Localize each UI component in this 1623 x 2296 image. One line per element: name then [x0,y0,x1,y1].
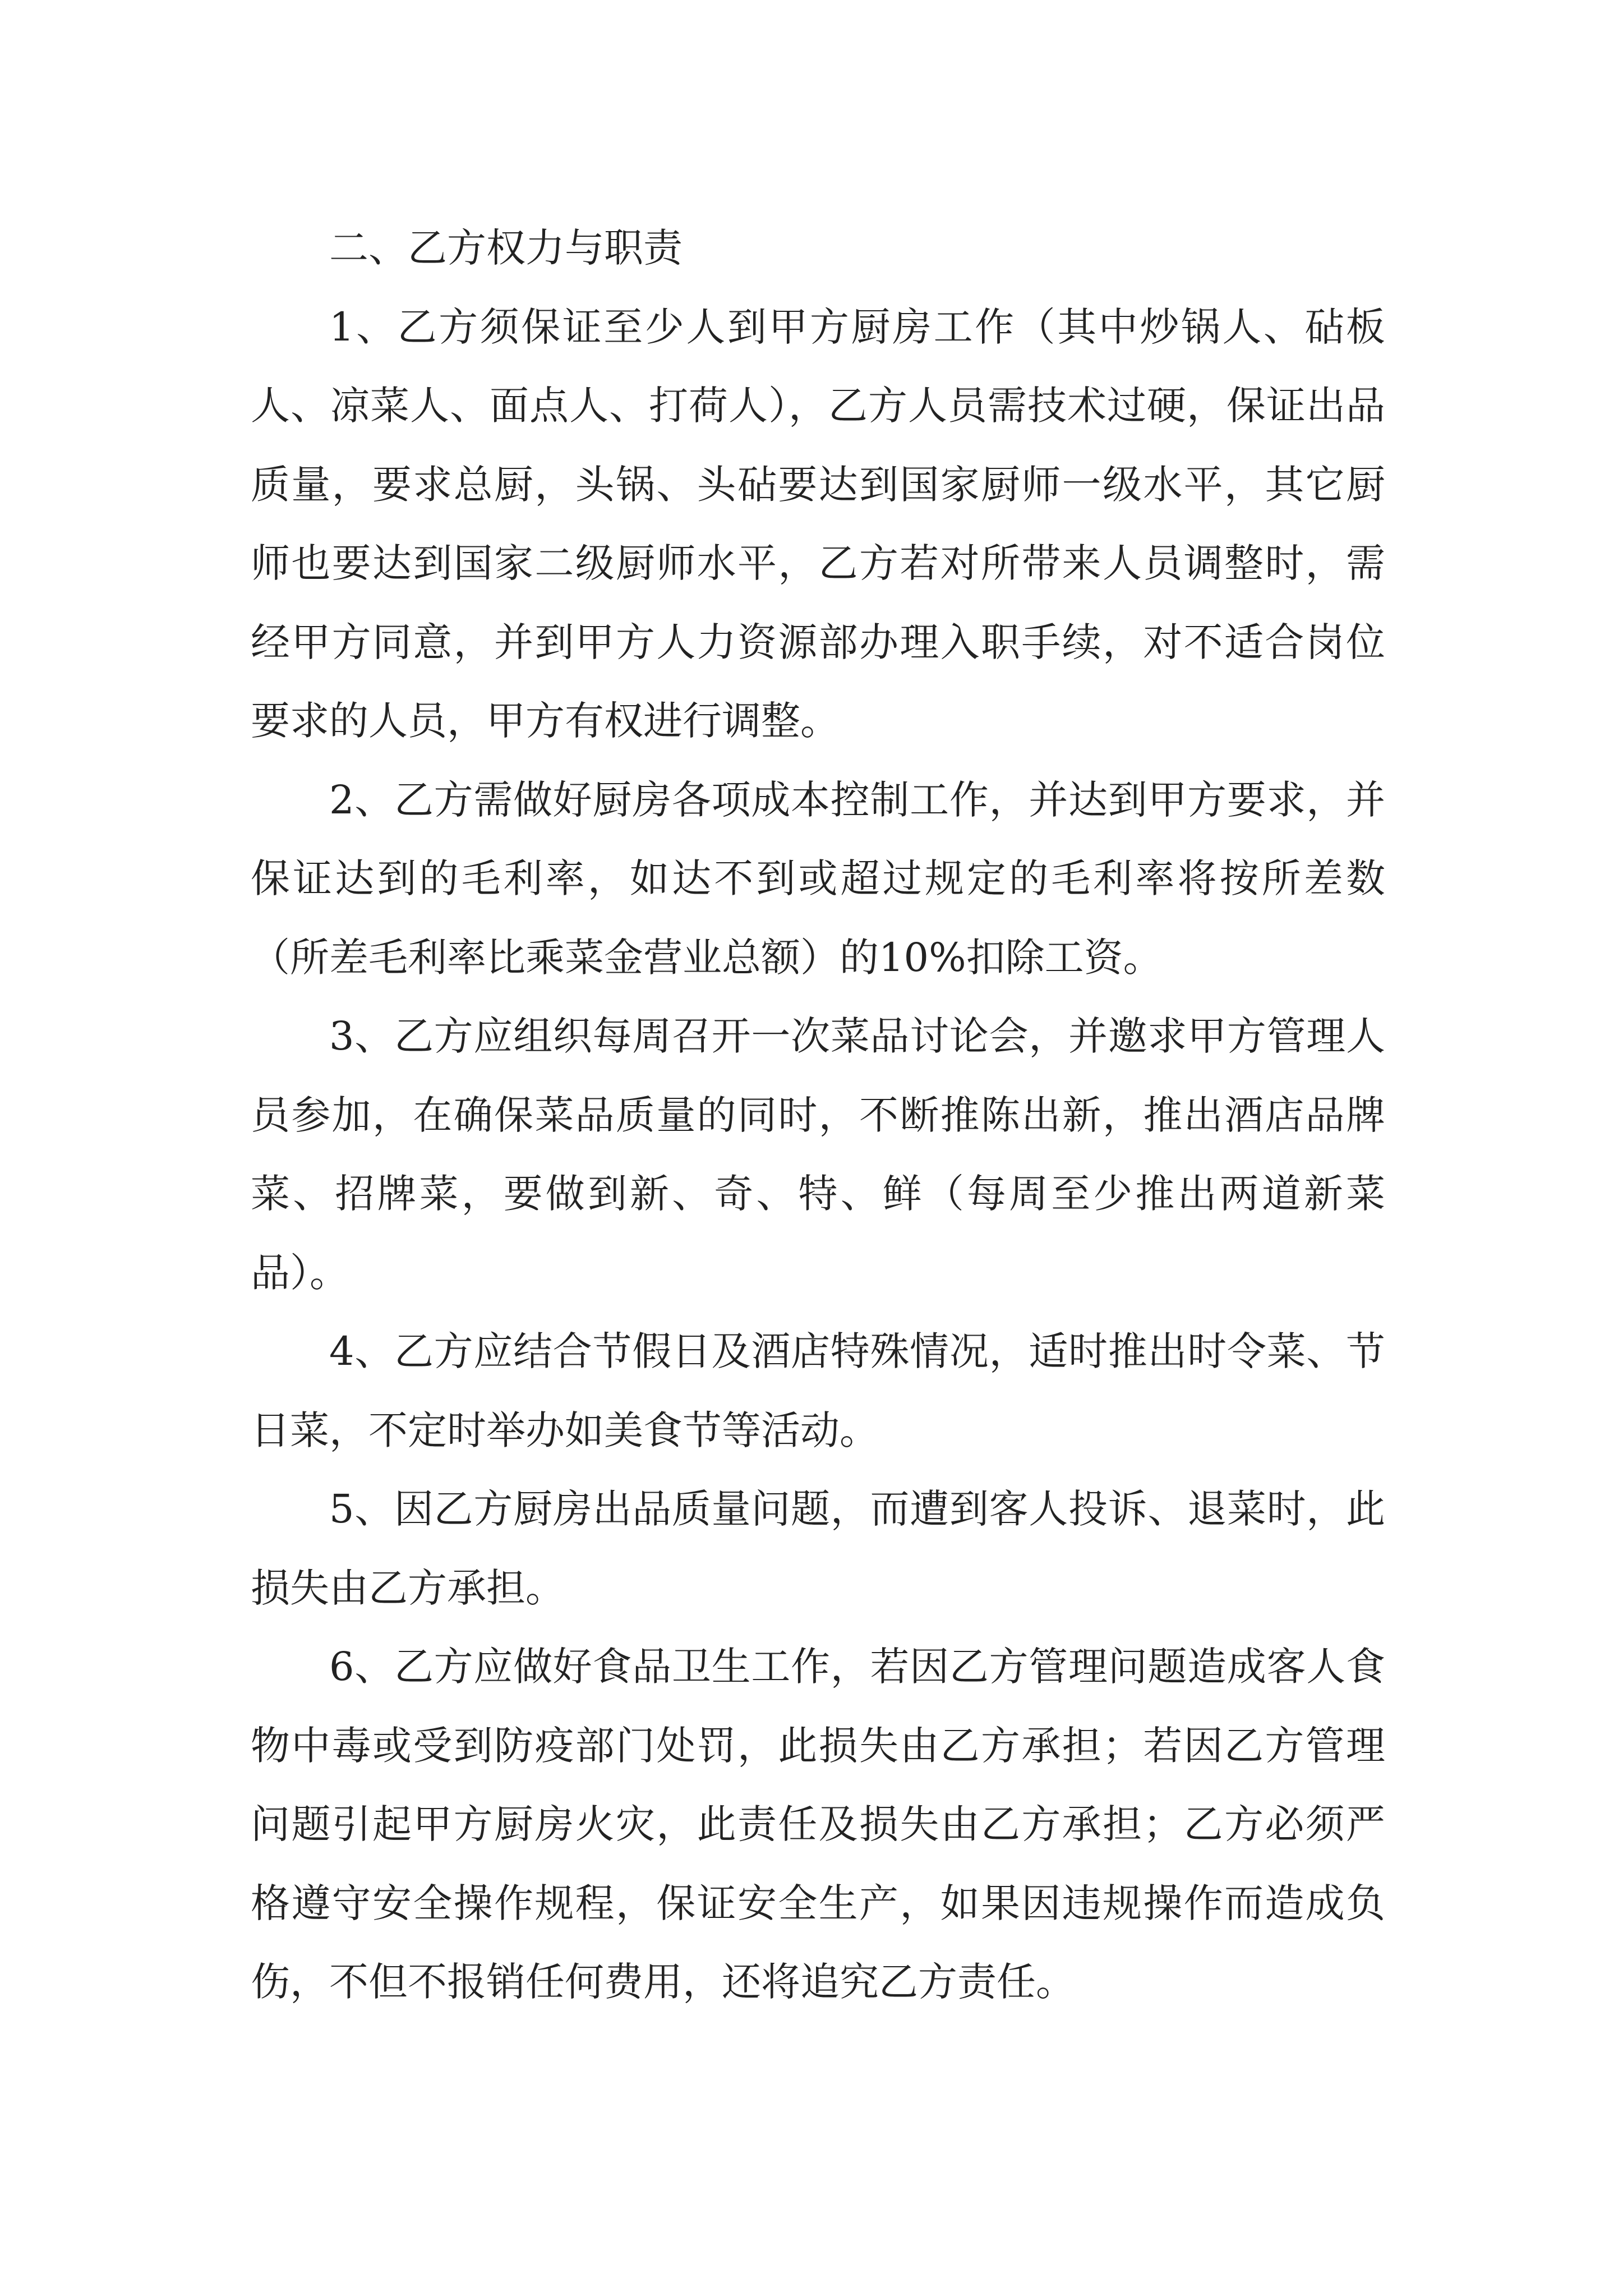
paragraph-1: 1、乙方须保证至少人到甲方厨房工作（其中炒锅人、砧板人、凉菜人、面点人、打荷人），乙方人员需技术过硬，保证出品质量，要求总厨，头锅、头砧要达到国家厨师一级水平，其它厨师也要达到国家二级厨师水平，乙方若对所带来人员调整时，需经甲方同意，并到甲方人力资源部办理入职手续，对不适合岗位要求的人员，甲方有权进行调整。 [251,303,1385,744]
document-body [251,209,1385,2022]
paragraph-4: 4、乙方应结合节假日及酒店特殊情况，适时推出时令菜、节日菜，不定时举办如美食节等活动。 [251,1328,1385,1453]
section-heading: 二、乙方权力与职责 [329,225,683,271]
paragraph-2: 2、乙方需做好厨房各项成本控制工作，并达到甲方要求，并保证达到的毛利率，如达不到或超过规定的毛利率将按所差数（所差毛利率比乘菜金营业总额）的10%扣除工资。 [251,776,1385,981]
paragraph-3: 3、乙方应组织每周召开一次菜品讨论会，并邀求甲方管理人员参加，在确保菜品质量的同时，不断推陈出新，推出酒店品牌菜、招牌菜，要做到新、奇、特、鲜（每周至少推出两道新菜品）。 [251,1013,1385,1296]
paragraph-6: 6、乙方应做好食品卫生工作，若因乙方管理问题造成客人食物中毒或受到防疫部门处罚，此损失由乙方承担；若因乙方管理问题引起甲方厨房火灾，此责任及损失由乙方承担；乙方必须严格遵守安全操作规程，保证安全生产，如果因违规操作而造成负伤，不但不报销任何费用，还将追究乙方责任。 [251,1644,1385,2005]
paragraph-5: 5、因乙方厨房出品质量问题，而遭到客人投诉、退菜时，此损失由乙方承担。 [251,1486,1385,1611]
